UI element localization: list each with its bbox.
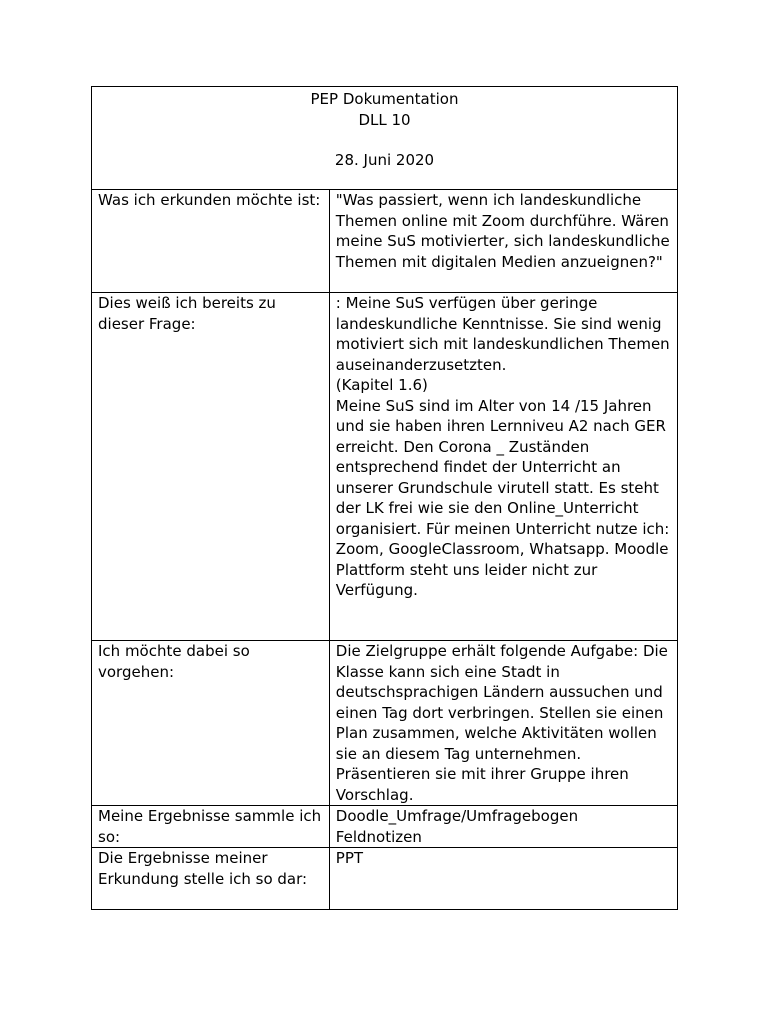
row-content: Die Zielgruppe erhält folgende Aufgabe: Die Klasse kann sich eine Stadt in deutschsprachigen Ländern aussuchen und einen Tag dort verbringen. Stellen sie einen Plan zusammen, welche Aktivitäten wollen sie an diesem Tag unternehmen. Präsentieren sie mit ihrer Gruppe ihren Vorschlag. <box>329 641 677 806</box>
documentation-table <box>91 86 678 910</box>
row-label: Ich möchte dabei so vorgehen: <box>92 641 330 806</box>
row-label: Dies weiß ich bereits zu dieser Frage: <box>92 293 330 641</box>
row-content: Doodle_Umfrage/Umfragebogen Feldnotizen <box>329 806 677 848</box>
table-row <box>92 848 678 910</box>
document-date: 28. Juni 2020 <box>334 151 435 169</box>
row-content: : Meine SuS verfügen über geringe landeskundliche Kenntnisse. Sie sind wenig motiviert sich mit landeskundlichen Themen auseinanderzusetzten. (Kapitel 1.6) Meine SuS sind im Alter von 14 /15 Jahren und sie haben ihren Lernniveu A2 nach GER erreicht. Den Corona _ Zuständen entsprechend findet der Unterricht an unserer Grundschule virutell statt. Es steht der LK frei wie sie den Online_Unterricht organisiert. Für meinen Unterricht nutze ich: Zoom, GoogleClassroom, Whatsapp. Moodle Plattform steht uns leider nicht zur Verfügung. <box>329 293 677 641</box>
row-content: "Was passiert, wenn ich landeskundliche Themen online mit Zoom durchführe. Wären meine SuS motivierter, sich landeskundliche Themen mit digitalen Medien anzueignen?" <box>329 190 677 293</box>
table-row <box>92 190 678 293</box>
document-subtitle: DLL 10 <box>358 110 411 129</box>
row-label: Die Ergebnisse meiner Erkundung stelle ich so dar: <box>92 848 330 910</box>
header-cell <box>92 87 678 190</box>
header-spacer <box>98 130 671 150</box>
table-row <box>92 293 678 641</box>
document-title: PEP Dokumentation <box>310 90 459 108</box>
row-label: Was ich erkunden möchte ist: <box>92 190 330 293</box>
header-row <box>92 87 678 190</box>
row-label: Meine Ergebnisse sammle ich so: <box>92 806 330 848</box>
table-row <box>92 806 678 848</box>
row-content: PPT <box>329 848 677 910</box>
table-row <box>92 641 678 806</box>
